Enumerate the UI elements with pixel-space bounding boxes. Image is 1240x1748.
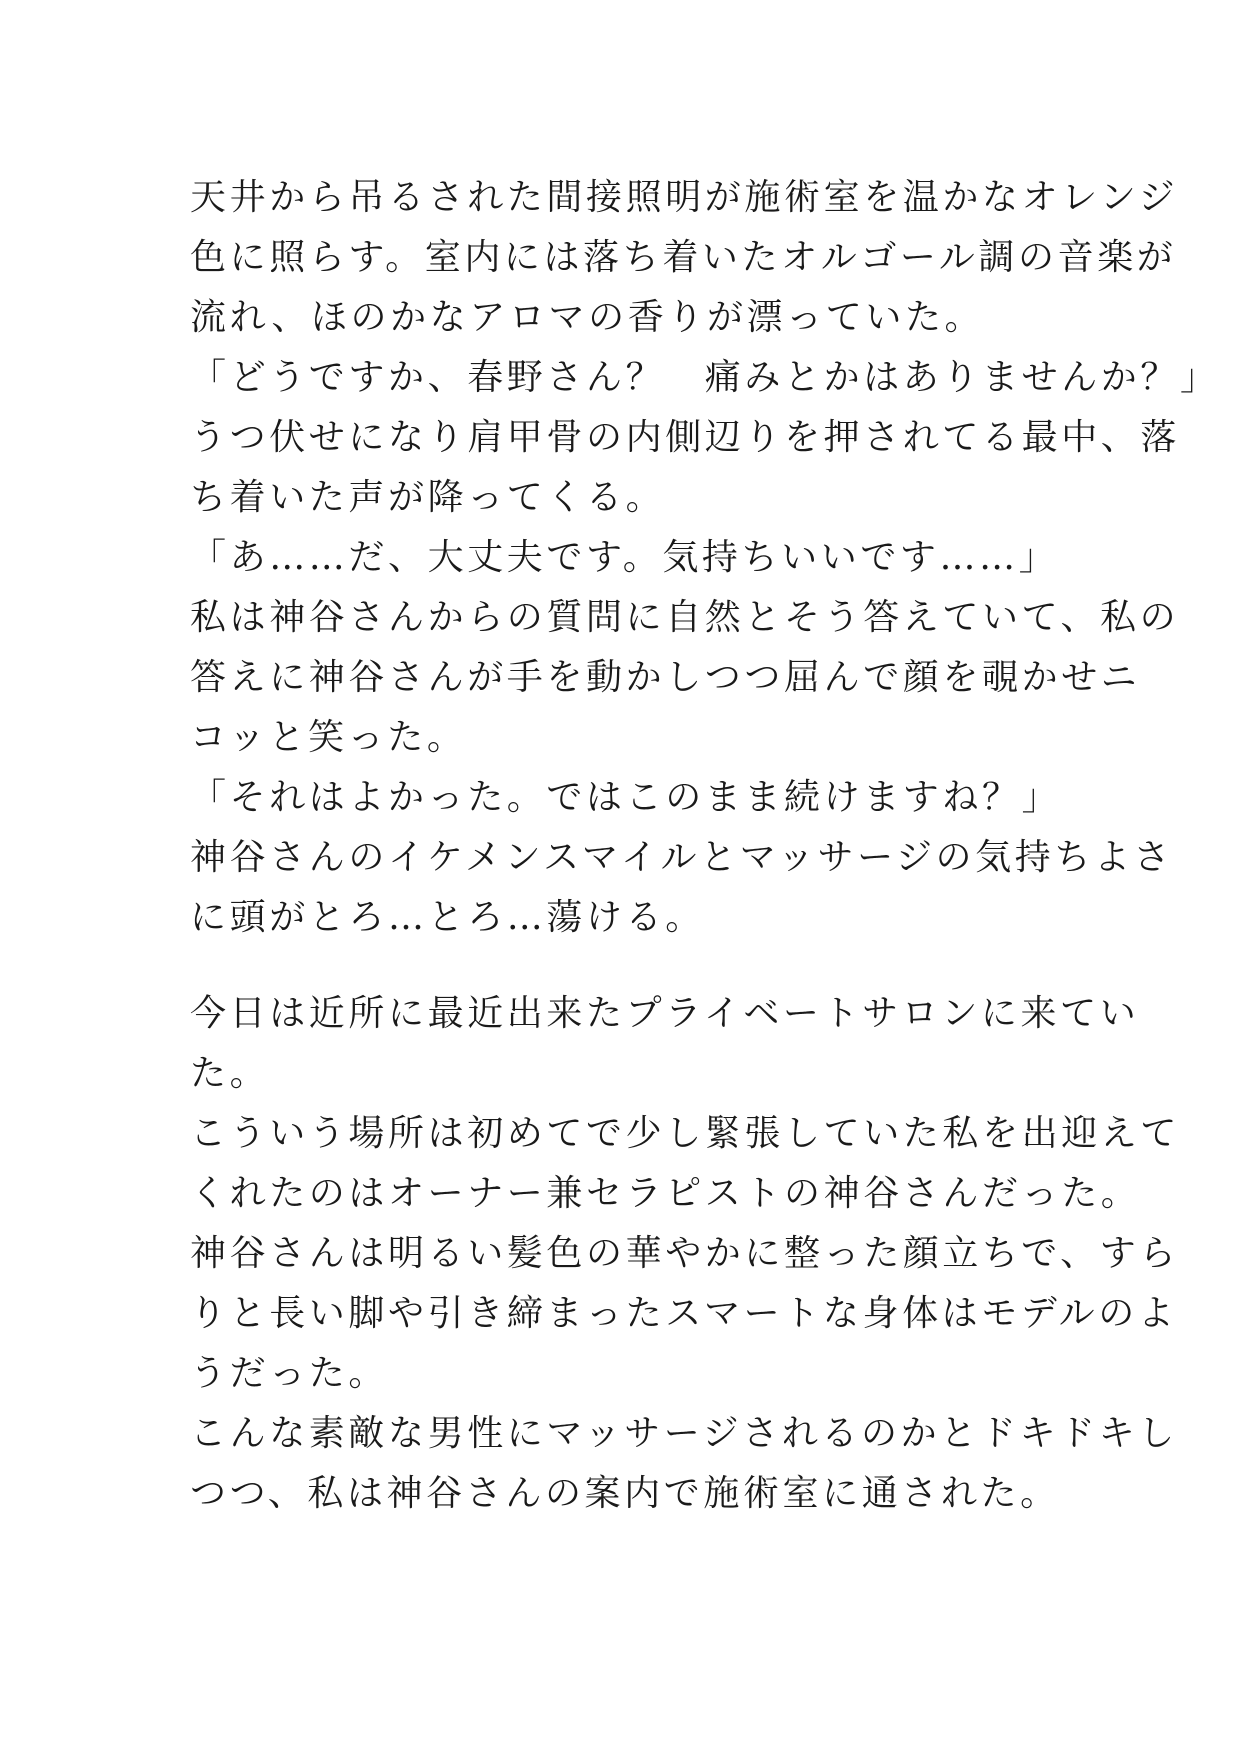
text-section-2 (190, 984, 1181, 1524)
text-line: こんな素敵な男性にマッサージされるのかとドキドキし (190, 1413, 1178, 1454)
text-section-1 (190, 168, 1220, 948)
text-line: うだった。 (190, 1353, 389, 1394)
text-line: 神谷さんのイケメンスマイルとマッサージの気持ちよさ (190, 837, 1174, 878)
text-line: に頭がとろ…とろ…蕩ける。 (190, 897, 705, 938)
text-line: うつ伏せになり肩甲骨の内側辺りを押されてる最中、落 (190, 417, 1181, 458)
text-line: くれたのはオーナー兼セラピストの神谷さんだった。 (190, 1173, 1141, 1214)
text-line: ち着いた声が降ってくる。 (190, 477, 666, 518)
text-line: 天井から吊るされた間接照明が施術室を温かなオレンジ (190, 177, 1179, 218)
text-line: た。 (190, 1053, 270, 1094)
text-line: 神谷さんは明るい髪色の華やかに整った顔立ちで、すら (190, 1233, 1179, 1274)
text-line: 「どうですか、春野さん？ 痛みとかはありませんか？」 (190, 357, 1220, 398)
text-line: 「それはよかった。ではこのまま続けますね？」 (190, 777, 1062, 818)
text-line: 答えに神谷さんが手を動かしつつ屈んで顔を覗かせニ (190, 657, 1141, 698)
text-line: 私は神谷さんからの質問に自然とそう答えていて、私の (190, 597, 1180, 638)
text-line: 今日は近所に最近出来たプライベートサロンに来てい (190, 993, 1140, 1034)
text-line: つつ、私は神谷さんの案内で施術室に通された。 (190, 1473, 1060, 1514)
text-line: 色に照らす。室内には落ち着いたオルゴール調の音楽が (190, 237, 1177, 278)
text-line: 流れ、ほのかなアロマの香りが漂っていた。 (190, 297, 985, 338)
text-line: りと長い脚や引き締まったスマートな身体はモデルのよ (190, 1293, 1178, 1334)
text-line: こういう場所は初めてで少し緊張していた私を出迎えて (190, 1113, 1181, 1154)
text-line: 「あ……だ、大丈夫です。気持ちいいです……」 (190, 537, 1059, 578)
text-line: コッと笑った。 (190, 717, 467, 758)
